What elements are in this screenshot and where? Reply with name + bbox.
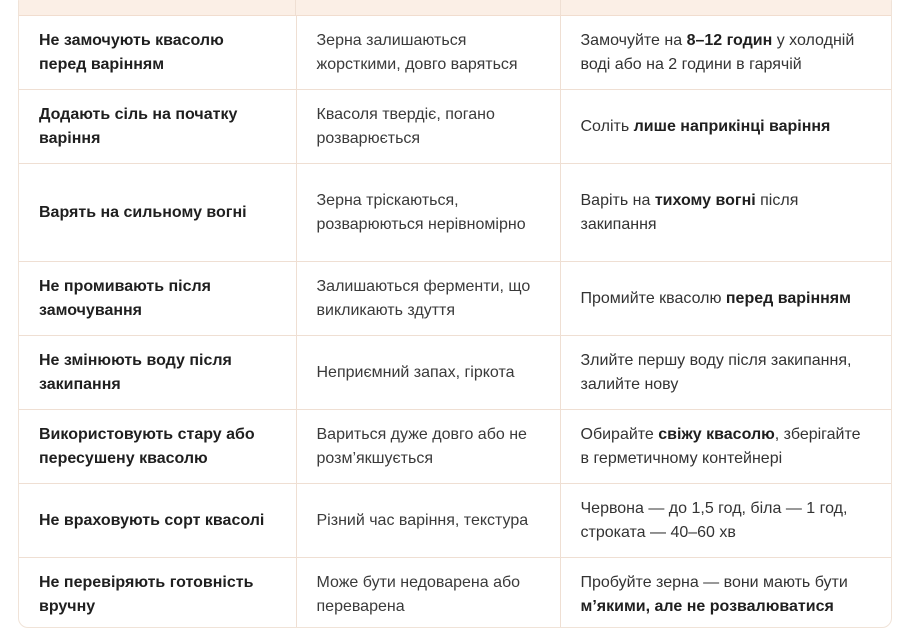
- fix-cell: [560, 16, 891, 90]
- fix-cell: [560, 262, 891, 336]
- fix-cell: [560, 164, 891, 262]
- fix-cell: [560, 558, 891, 629]
- table-row: [19, 262, 891, 336]
- result-cell: Зерна тріскаються, розварюються нерівномірно: [296, 164, 560, 262]
- fix-emphasis: тихому вогні: [654, 191, 756, 209]
- result-cell: Може бути недоварена або переварена: [296, 558, 560, 629]
- table-row: [19, 90, 891, 164]
- table-row: [19, 336, 891, 410]
- fix-emphasis: м’якими, але не розвалюватися: [580, 597, 834, 615]
- fix-emphasis: 8–12 годин: [686, 31, 773, 49]
- header-cell-result: [296, 0, 560, 15]
- fix-text: Червона — до 1,5 год, біла — 1 год, строката — 40–60 хв: [580, 499, 848, 541]
- fix-emphasis: лише наприкінці варіння: [633, 117, 831, 135]
- mistake-cell: Варять на сильному вогні: [19, 164, 296, 262]
- fix-text: Варіть на: [580, 191, 655, 209]
- fix-text: Промийте квасолю: [580, 289, 726, 307]
- mistakes-table: [19, 16, 891, 628]
- header-cell-mistake: [19, 0, 296, 15]
- table-row: [19, 16, 891, 90]
- fix-emphasis: свіжу квасолю: [658, 425, 775, 443]
- table-row: [19, 164, 891, 262]
- fix-emphasis: перед варінням: [725, 289, 851, 307]
- mistake-cell: Не промивають після замочування: [19, 262, 296, 336]
- header-cell-fix: [561, 0, 891, 15]
- result-cell: Різний час варіння, текстура: [296, 484, 560, 558]
- fix-text: Злийте першу воду після закипання, залийте нову: [580, 351, 852, 393]
- mistake-cell: Не замочують квасолю перед варінням: [19, 16, 296, 90]
- table-row: [19, 410, 891, 484]
- mistake-cell: Додають сіль на початку варіння: [19, 90, 296, 164]
- result-cell: Залишаються ферменти, що викликають здуття: [296, 262, 560, 336]
- mistake-cell: Використовують стару або пересушену квасолю: [19, 410, 296, 484]
- fix-text: після закипання: [580, 191, 799, 233]
- table-row: [19, 558, 891, 629]
- result-cell: Неприємний запах, гіркота: [296, 336, 560, 410]
- table-row: [19, 484, 891, 558]
- result-cell: Квасоля твердіє, погано розварюється: [296, 90, 560, 164]
- fix-cell: [560, 410, 891, 484]
- fix-text: Обирайте: [580, 425, 659, 443]
- mistake-cell: Не враховують сорт квасолі: [19, 484, 296, 558]
- fix-cell: [560, 336, 891, 410]
- fix-text: Замочуйте на: [580, 31, 687, 49]
- mistake-cell: Не змінюють воду після закипання: [19, 336, 296, 410]
- mistake-cell: Не перевіряють готовність вручну: [19, 558, 296, 629]
- fix-cell: [560, 90, 891, 164]
- fix-text: у холодній воді або на 2 години в гарячій: [580, 31, 855, 73]
- fix-text: Соліть: [580, 117, 634, 135]
- fix-text: , зберігайте в герметичному контейнері: [580, 425, 861, 467]
- table-header-strip: [19, 0, 891, 16]
- mistakes-table-card: [18, 0, 892, 628]
- fix-text: Пробуйте зерна — вони мають бути: [580, 573, 848, 591]
- result-cell: Вариться дуже довго або не розм’якшується: [296, 410, 560, 484]
- result-cell: Зерна залишаються жорсткими, довго варяться: [296, 16, 560, 90]
- fix-cell: [560, 484, 891, 558]
